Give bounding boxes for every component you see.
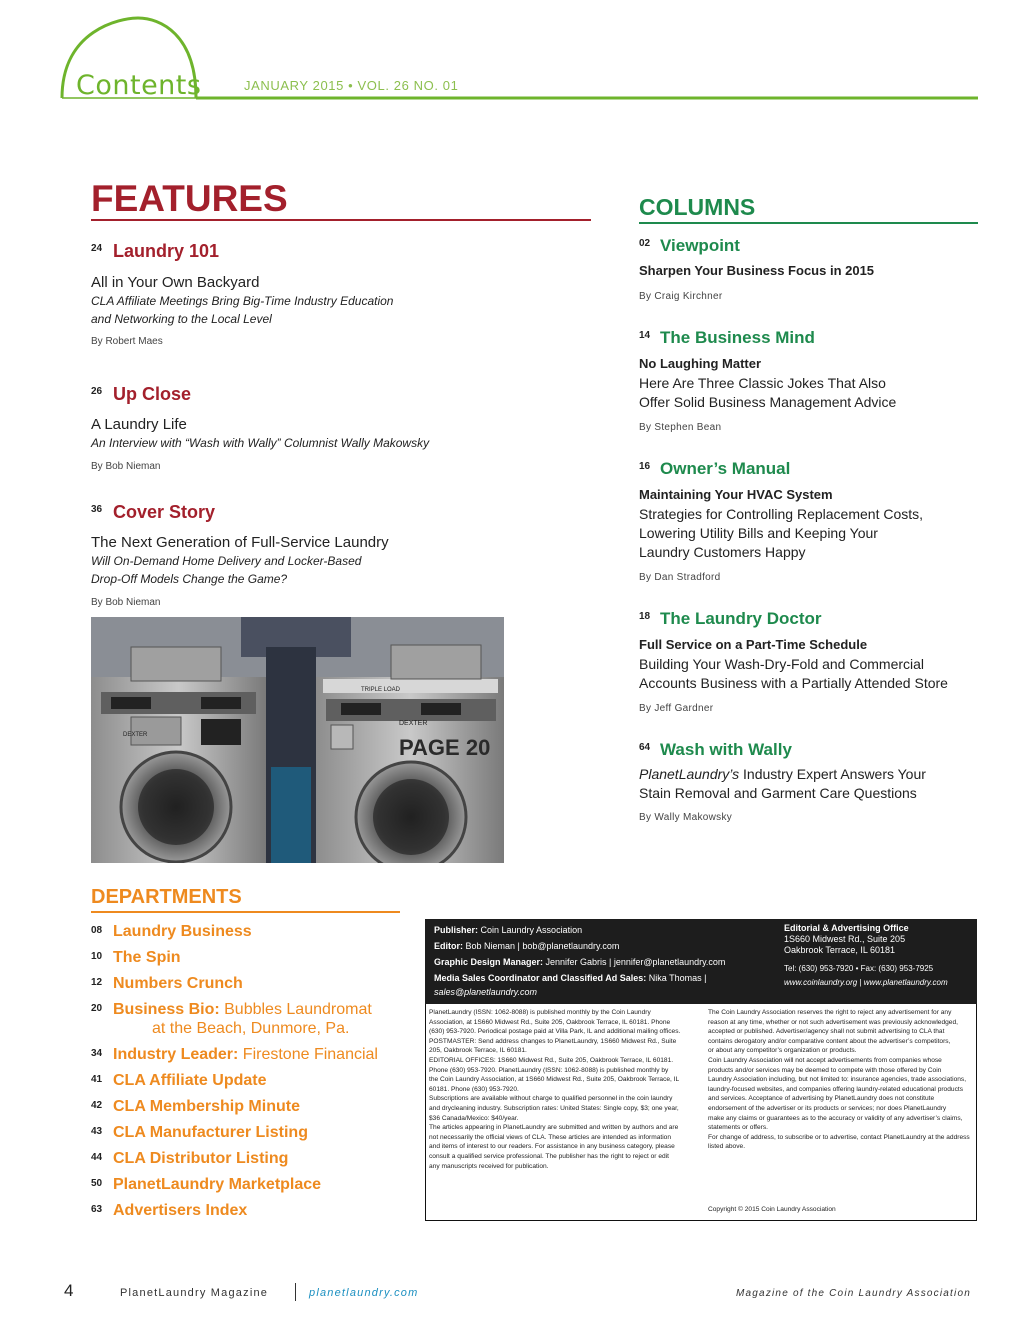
departments-heading: DEPARTMENTS: [91, 886, 242, 908]
photo-page-caption: PAGE 20: [399, 735, 491, 760]
masthead-staff-list: Publisher: Coin Laundry Association Editor: Bob Nieman | bob@planetlaundry.com Graphic Design Manager: Jennifer Gabris | jennifer@planetlaundry.com Media Sales Coordinator and Classified Ad Sales: Nika Thomas | sales@planetlaundry.com: [434, 925, 726, 997]
masthead-text-line: statements or offers.: [708, 1124, 768, 1132]
footer-website-link[interactable]: planetlaundry.com: [309, 1287, 419, 1299]
issue-label: JANUARY 2015 • VOL. 26 NO. 01: [244, 78, 459, 93]
feature-description: Will On-Demand Home Delivery and Locker-Based Drop-Off Models Change the Game?: [91, 554, 362, 586]
feature-page-number: 26: [91, 386, 103, 397]
column-description: Building Your Wash-Dry-Fold and Commercial Accounts Business with a Partially Attended Store: [639, 656, 948, 691]
department-title[interactable]: CLA Membership Minute: [113, 1098, 300, 1115]
department-page-number: 20: [91, 1003, 103, 1014]
department-title[interactable]: CLA Affiliate Update: [113, 1072, 267, 1089]
columns-heading: COLUMNS: [639, 194, 756, 220]
column-subtitle: Sharpen Your Business Focus in 2015: [639, 263, 875, 278]
features-rule: [91, 219, 591, 221]
department-title[interactable]: Business Bio: Bubbles Laundromat: [113, 1001, 372, 1018]
department-title[interactable]: The Spin: [113, 949, 181, 966]
masthead-text-line: any manuscripts received for publication.: [429, 1162, 549, 1170]
feature-description: CLA Affiliate Meetings Bring Big-Time Industry Education and Networking to the Local Level: [91, 294, 394, 326]
department-title[interactable]: Advertisers Index: [113, 1202, 248, 1219]
column-byline: By Dan Stradford: [639, 572, 721, 583]
column-title[interactable]: Wash with Wally: [660, 740, 792, 759]
feature-byline: By Bob Nieman: [91, 597, 161, 608]
photo-brand-left: DEXTER: [123, 732, 148, 738]
column-byline: By Stephen Bean: [639, 422, 722, 433]
column-subtitle: Full Service on a Part-Time Schedule: [639, 637, 868, 652]
footer-magazine-name: PlanetLaundry Magazine: [120, 1287, 269, 1299]
masthead-text-line: Laundry Association including, but not limited to: insurance agencies, trade associations,: [708, 1076, 967, 1084]
masthead-text-line: For change of address, to subscribe or to advertise, contact PlanetLaundry at the address: [708, 1133, 970, 1141]
department-page-number: 42: [91, 1100, 103, 1111]
department-page-number: 50: [91, 1178, 103, 1189]
copyright: Copyright © 2015 Coin Laundry Association: [708, 1206, 836, 1213]
masthead-text-line: $36 Canada/Mexico: $40/year.: [429, 1114, 519, 1122]
footer-association: Magazine of the Coin Laundry Association: [736, 1288, 971, 1299]
contents-title: Contents: [76, 70, 202, 101]
masthead-text-line: listed above.: [708, 1143, 746, 1151]
masthead-text-line: POSTMASTER: Send address changes to PlanetLaundry, 1S660 Midwest Rd., Suite: [429, 1037, 677, 1045]
masthead-text-line: reason at any time, whether or not such advertisement was previously acknowledged,: [708, 1018, 958, 1026]
department-page-number: 43: [91, 1126, 103, 1137]
column-page-number: 18: [639, 611, 651, 622]
department-title[interactable]: PlanetLaundry Marketplace: [113, 1176, 322, 1193]
feature-byline: By Bob Nieman: [91, 461, 161, 472]
feature-page-number: 36: [91, 504, 103, 515]
feature-title[interactable]: Up Close: [113, 384, 192, 404]
column-page-number: 14: [639, 330, 651, 341]
photo-model-right: TRIPLE LOAD: [361, 687, 401, 693]
masthead-text-line: consult a qualified service professional. The publisher has the right to reject or edit: [429, 1152, 669, 1160]
masthead-office: Editorial & Advertising Office 1S660 Midwest Rd., Suite 205 Oakbrook Terrace, IL 60181 Tel: (630) 953-7920 • Fax: (630) 953-7925 www.coinlaundry.org | www.planetlaundry.com: [784, 923, 948, 987]
masthead-text-line: 205, Oakbrook Terrace, IL 60181.: [429, 1047, 527, 1055]
department-title[interactable]: Numbers Crunch: [113, 975, 243, 992]
department-page-number: 34: [91, 1048, 103, 1059]
feature-subtitle: A Laundry Life: [91, 416, 187, 433]
department-title-continued[interactable]: at the Beach, Dunmore, Pa.: [152, 1020, 350, 1037]
cover-photo-washers[interactable]: [91, 617, 504, 863]
department-page-number: 12: [91, 977, 103, 988]
feature-title[interactable]: Cover Story: [113, 502, 216, 522]
feature-description: An Interview with “Wash with Wally” Columnist Wally Makowsky: [91, 436, 430, 450]
masthead-text-line: laundry-focused websites, and companies offering laundry-related educational products: [708, 1085, 963, 1093]
feature-subtitle: All in Your Own Backyard: [91, 274, 260, 291]
masthead-staff-panel: [425, 919, 977, 1004]
department-page-number: 10: [91, 951, 103, 962]
column-description: Here Are Three Classic Jokes That Also Offer Solid Business Management Advice: [639, 375, 897, 410]
footer-divider: [295, 1283, 296, 1301]
department-page-number: 08: [91, 925, 103, 936]
column-description: Strategies for Controlling Replacement Costs, Lowering Utility Bills and Keeping Your Laundry Customers Happy: [639, 506, 924, 560]
department-title[interactable]: CLA Manufacturer Listing: [113, 1124, 308, 1141]
photo-brand-right: DEXTER: [399, 720, 428, 727]
column-byline: By Jeff Gardner: [639, 703, 714, 714]
column-page-number: 64: [639, 742, 651, 753]
column-title[interactable]: The Business Mind: [660, 328, 815, 347]
masthead-text-line: accepted or published. Advertiser/agency shall not submit advertising to CLA that: [708, 1028, 945, 1036]
column-subtitle: No Laughing Matter: [639, 356, 762, 371]
department-title[interactable]: Laundry Business: [113, 923, 252, 940]
column-byline: By Craig Kirchner: [639, 291, 723, 302]
masthead-text-line: the Coin Laundry Association, at 1S660 Midwest Rd., Suite 205, Oakbrook Terrace, IL: [429, 1076, 680, 1084]
masthead-text-line: and items of interest to our readers. For assistance in any business category, please: [429, 1143, 675, 1151]
masthead-text-line: contains derogatory and/or comparative content about the advertiser’s competitors,: [708, 1037, 951, 1045]
page-number: 4: [64, 1281, 74, 1300]
masthead-advertising-policy: [708, 1008, 974, 1152]
masthead-text-line: PlanetLaundry (ISSN: 1062-8088) is published monthly by the Coin Laundry: [429, 1009, 651, 1016]
department-title[interactable]: Industry Leader: Firestone Financial: [113, 1046, 378, 1063]
department-page-number: 44: [91, 1152, 103, 1163]
departments-rule: [91, 911, 400, 913]
masthead-text-line: EDITORIAL OFFICES: 1S660 Midwest Rd., Suite 205, Oakbrook Terrace, IL 60181.: [429, 1056, 674, 1064]
masthead-text-line: Phone (630) 953-7920. PlanetLaundry (ISSN: 1062-8088) is published monthly by: [429, 1066, 669, 1074]
masthead-text-line: and services. Acceptance of advertising by PlanetLaundry does not constitute: [708, 1095, 935, 1103]
feature-subtitle: The Next Generation of Full-Service Laundry: [91, 534, 389, 551]
masthead-text-line: Association, at 1S660 Midwest Rd., Suite 205, Oakbrook Terrace, IL 60181. Phone: [429, 1018, 671, 1026]
masthead-text-line: and drycleaning industry. Subscription rates: United States: Single copy, $3; one year,: [429, 1104, 679, 1112]
columns-rule: [639, 222, 978, 224]
column-byline: By Wally Makowsky: [639, 812, 733, 823]
masthead-text-line: (630) 953-7920. Periodical postage paid at Villa Park, IL and additional mailing offices.: [429, 1028, 681, 1036]
masthead-text-line: not necessarily the official views of CLA. These articles are intended as information: [429, 1133, 672, 1141]
masthead-text-line: or about any competitor’s organization or products.: [708, 1047, 857, 1055]
masthead-text-line: endorsement of the advertiser or its products or services; nor does PlanetLaundry: [708, 1104, 947, 1112]
column-page-number: 02: [639, 238, 651, 249]
masthead-text-line: Coin Laundry Association will not accept advertisements from companies whose: [708, 1056, 942, 1064]
masthead-text-line: Subscriptions are available without charge to qualified personnel in the coin laundry: [429, 1095, 673, 1103]
department-page-number: 63: [91, 1204, 103, 1215]
column-subtitle: Maintaining Your HVAC System: [639, 487, 833, 502]
column-title[interactable]: Owner’s Manual: [660, 459, 791, 478]
masthead-text-line: products and/or services may be deemed to compete with those offered by Coin: [708, 1066, 942, 1074]
department-page-number: 41: [91, 1074, 103, 1085]
masthead-text-line: The Coin Laundry Association reserves the right to reject any advertisement for any: [708, 1009, 952, 1016]
masthead-text-line: make any claims or guarantees as to the accuracy or validity of any advertiser’s claims,: [708, 1114, 963, 1122]
masthead-text-line: The articles appearing in PlanetLaundry are submitted and written by authors and are: [429, 1124, 679, 1132]
feature-page-number: 24: [91, 243, 103, 254]
column-description: PlanetLaundry’s Industry Expert Answers Your Stain Removal and Garment Care Questions: [639, 766, 926, 801]
feature-title[interactable]: Laundry 101: [113, 241, 220, 261]
department-title[interactable]: CLA Distributor Listing: [113, 1150, 289, 1167]
masthead-text-line: 60181. Phone (630) 953-7920.: [429, 1085, 519, 1093]
features-heading: FEATURES: [91, 178, 288, 219]
column-title[interactable]: The Laundry Doctor: [660, 609, 822, 628]
masthead-publication-info: [429, 1008, 701, 1171]
column-title[interactable]: Viewpoint: [660, 236, 740, 255]
feature-byline: By Robert Maes: [91, 336, 163, 347]
column-page-number: 16: [639, 461, 651, 472]
